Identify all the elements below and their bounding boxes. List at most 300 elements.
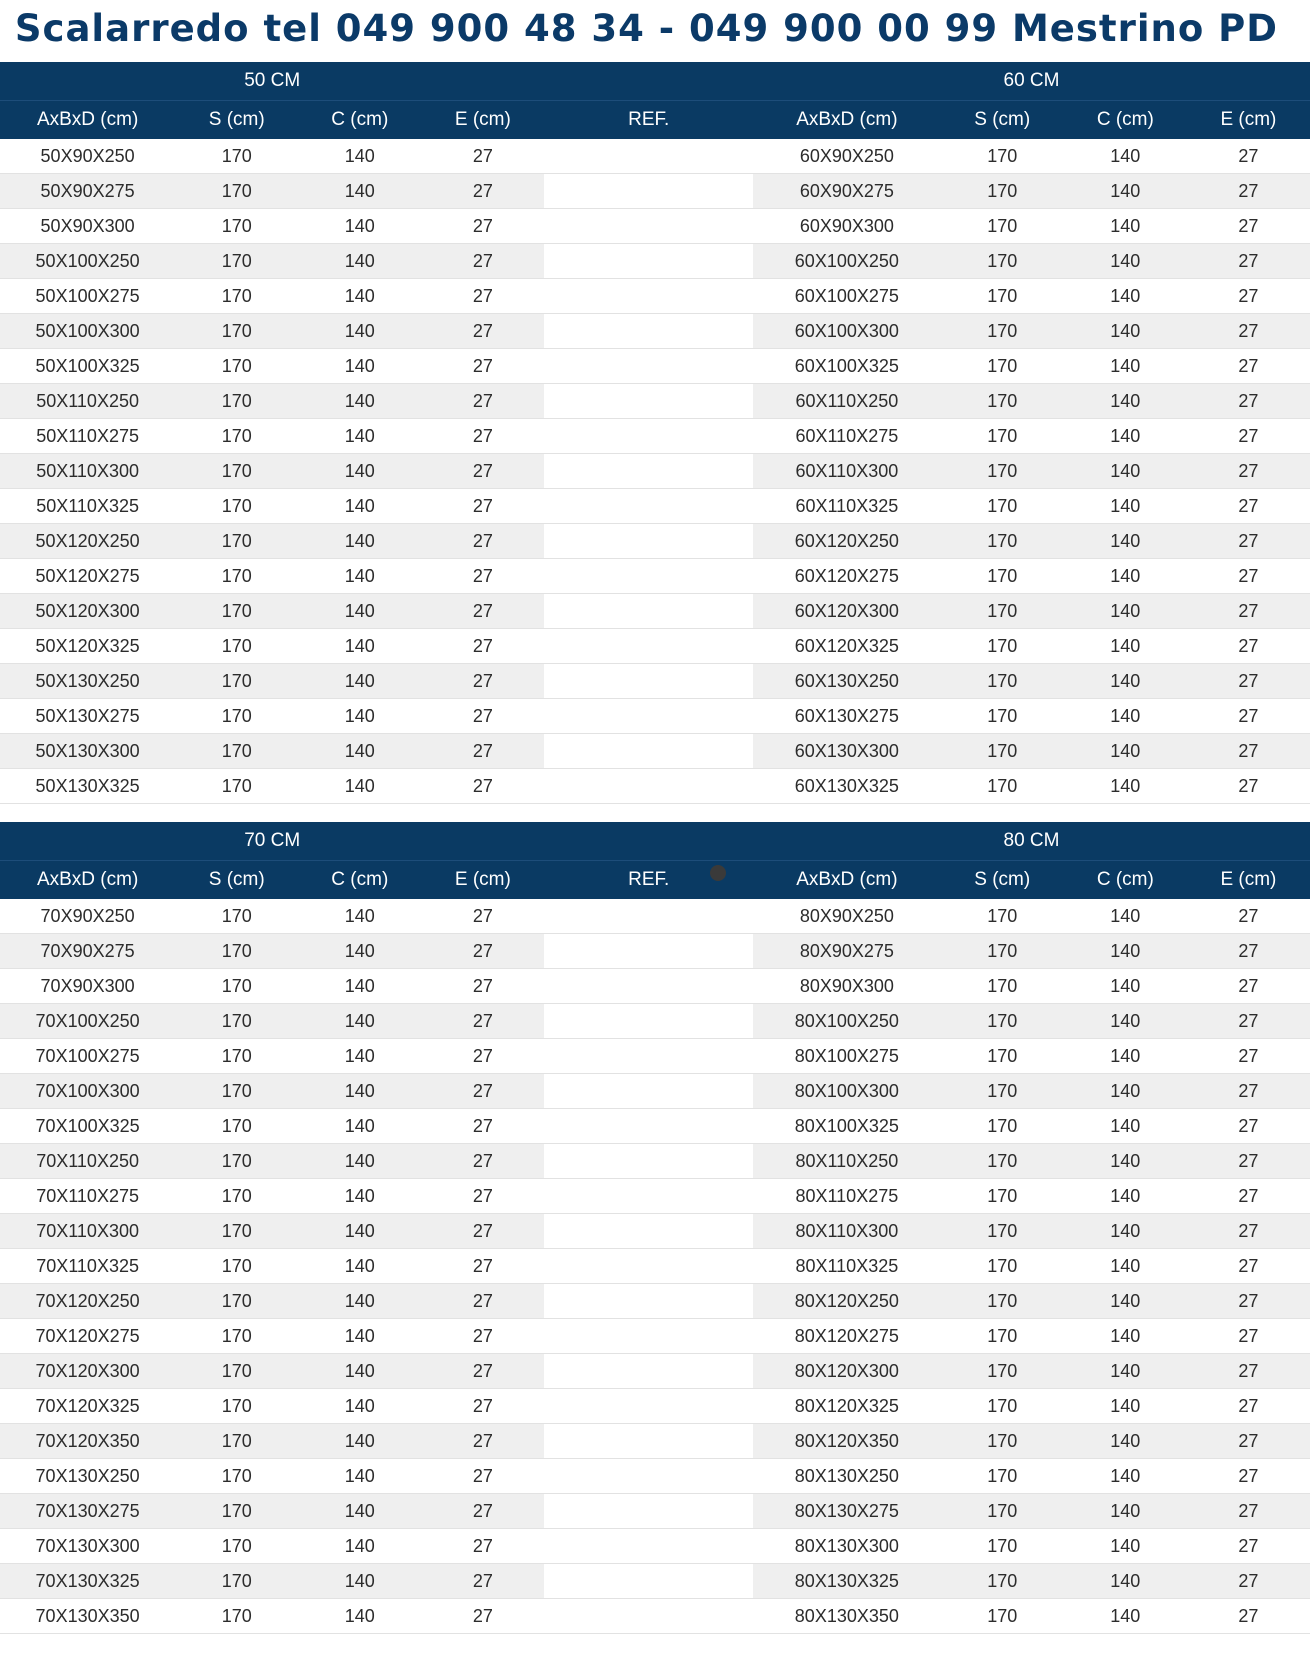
group-header-60: 60 CM — [753, 62, 1310, 101]
cell-e: 27 — [1187, 489, 1310, 524]
table-row — [0, 1074, 1310, 1109]
cell-ref — [544, 1039, 753, 1074]
col-header-s: S (cm) — [941, 101, 1064, 140]
cell-c: 140 — [1064, 594, 1187, 629]
table-row — [0, 1004, 1310, 1039]
cell-dimensions: 70X120X250 — [0, 1284, 175, 1319]
cell-dimensions: 50X100X325 — [0, 349, 175, 384]
col-header-s: S (cm) — [175, 861, 298, 900]
cell-c: 140 — [298, 139, 421, 174]
table-row — [0, 559, 1310, 594]
cell-dimensions: 60X120X300 — [753, 594, 941, 629]
cell-s: 170 — [175, 244, 298, 279]
cell-e: 27 — [1187, 899, 1310, 934]
size-table-50-60 — [0, 62, 1310, 804]
cell-e: 27 — [1187, 934, 1310, 969]
cell-c: 140 — [298, 524, 421, 559]
cell-c: 140 — [1064, 1319, 1187, 1354]
table-row — [0, 1424, 1310, 1459]
cell-c: 140 — [1064, 899, 1187, 934]
cell-s: 170 — [175, 209, 298, 244]
cell-c: 140 — [298, 1459, 421, 1494]
cell-s: 170 — [175, 1214, 298, 1249]
cell-dimensions: 80X120X300 — [753, 1354, 941, 1389]
group-header-80: 80 CM — [753, 822, 1310, 861]
cell-s: 170 — [941, 1074, 1064, 1109]
cell-s: 170 — [941, 769, 1064, 804]
cell-s: 170 — [941, 419, 1064, 454]
cell-s: 170 — [175, 279, 298, 314]
cell-dimensions: 80X90X250 — [753, 899, 941, 934]
cell-s: 170 — [175, 899, 298, 934]
table-row — [0, 384, 1310, 419]
cell-s: 170 — [175, 1109, 298, 1144]
cell-dimensions: 50X130X275 — [0, 699, 175, 734]
cell-e: 27 — [1187, 1109, 1310, 1144]
cell-e: 27 — [1187, 279, 1310, 314]
col-header-dimensions: AxBxD (cm) — [753, 101, 941, 140]
table-row — [0, 174, 1310, 209]
cell-s: 170 — [941, 934, 1064, 969]
cell-c: 140 — [298, 419, 421, 454]
cell-c: 140 — [1064, 969, 1187, 1004]
cell-c: 140 — [1064, 1459, 1187, 1494]
cell-c: 140 — [1064, 209, 1187, 244]
cell-c: 140 — [1064, 769, 1187, 804]
cell-ref — [544, 734, 753, 769]
cell-e: 27 — [421, 314, 544, 349]
cell-c: 140 — [1064, 1249, 1187, 1284]
cell-c: 140 — [1064, 1039, 1187, 1074]
table-row — [0, 1249, 1310, 1284]
cell-ref — [544, 899, 753, 934]
cell-c: 140 — [1064, 699, 1187, 734]
cell-dimensions: 60X110X300 — [753, 454, 941, 489]
cell-dimensions: 70X110X275 — [0, 1179, 175, 1214]
cell-ref — [544, 1389, 753, 1424]
cell-dimensions: 60X120X275 — [753, 559, 941, 594]
table-row — [0, 419, 1310, 454]
cell-e: 27 — [1187, 349, 1310, 384]
cell-ref — [544, 1319, 753, 1354]
cell-c: 140 — [298, 934, 421, 969]
cell-e: 27 — [1187, 1354, 1310, 1389]
cell-e: 27 — [421, 1424, 544, 1459]
cell-dimensions: 80X130X250 — [753, 1459, 941, 1494]
cell-e: 27 — [421, 1179, 544, 1214]
cell-e: 27 — [421, 279, 544, 314]
cell-c: 140 — [298, 1564, 421, 1599]
cell-dimensions: 80X120X350 — [753, 1424, 941, 1459]
cell-e: 27 — [421, 1599, 544, 1634]
cell-dimensions: 50X100X300 — [0, 314, 175, 349]
cell-dimensions: 70X100X275 — [0, 1039, 175, 1074]
cell-c: 140 — [1064, 1599, 1187, 1634]
cell-e: 27 — [421, 174, 544, 209]
col-header-c: C (cm) — [298, 101, 421, 140]
table-row — [0, 629, 1310, 664]
cell-dimensions: 80X130X275 — [753, 1494, 941, 1529]
cell-e: 27 — [1187, 1389, 1310, 1424]
cell-e: 27 — [1187, 969, 1310, 1004]
cell-e: 27 — [421, 1564, 544, 1599]
cell-dimensions: 50X110X325 — [0, 489, 175, 524]
cell-s: 170 — [941, 384, 1064, 419]
cell-e: 27 — [421, 384, 544, 419]
cell-s: 170 — [941, 349, 1064, 384]
cell-dimensions: 50X100X275 — [0, 279, 175, 314]
cell-ref — [544, 664, 753, 699]
cell-dimensions: 70X130X275 — [0, 1494, 175, 1529]
table-row — [0, 1599, 1310, 1634]
cell-s: 170 — [175, 699, 298, 734]
table-row — [0, 594, 1310, 629]
cell-e: 27 — [1187, 629, 1310, 664]
cell-s: 170 — [175, 454, 298, 489]
cell-dimensions: 60X120X250 — [753, 524, 941, 559]
cell-ref — [544, 139, 753, 174]
cell-c: 140 — [298, 1144, 421, 1179]
cell-s: 170 — [175, 1074, 298, 1109]
cell-dimensions: 50X120X275 — [0, 559, 175, 594]
cell-dimensions: 80X110X300 — [753, 1214, 941, 1249]
cell-s: 170 — [941, 559, 1064, 594]
cell-ref — [544, 1564, 753, 1599]
cell-c: 140 — [1064, 1424, 1187, 1459]
cell-s: 170 — [941, 279, 1064, 314]
cell-e: 27 — [421, 699, 544, 734]
cell-c: 140 — [298, 699, 421, 734]
cell-dimensions: 50X110X250 — [0, 384, 175, 419]
cell-dimensions: 60X130X325 — [753, 769, 941, 804]
cell-ref — [544, 1284, 753, 1319]
cell-ref — [544, 1459, 753, 1494]
cell-ref — [544, 1424, 753, 1459]
col-header-e: E (cm) — [421, 861, 544, 900]
cell-c: 140 — [1064, 174, 1187, 209]
table-row — [0, 279, 1310, 314]
cell-s: 170 — [941, 734, 1064, 769]
cell-dimensions: 50X90X275 — [0, 174, 175, 209]
cell-s: 170 — [175, 734, 298, 769]
cell-e: 27 — [421, 349, 544, 384]
cell-ref — [544, 594, 753, 629]
cell-ref — [544, 1249, 753, 1284]
col-header-e: E (cm) — [1187, 101, 1310, 140]
cell-dimensions: 70X100X250 — [0, 1004, 175, 1039]
table-row — [0, 454, 1310, 489]
cell-e: 27 — [1187, 314, 1310, 349]
cell-c: 140 — [298, 1599, 421, 1634]
cell-dimensions: 70X110X250 — [0, 1144, 175, 1179]
cell-dimensions: 80X90X275 — [753, 934, 941, 969]
cell-e: 27 — [1187, 209, 1310, 244]
cell-dimensions: 60X130X300 — [753, 734, 941, 769]
cell-c: 140 — [298, 384, 421, 419]
cell-e: 27 — [421, 1249, 544, 1284]
cell-c: 140 — [1064, 1389, 1187, 1424]
cell-s: 170 — [941, 1179, 1064, 1214]
cell-s: 170 — [175, 1144, 298, 1179]
cell-s: 170 — [941, 1389, 1064, 1424]
cell-s: 170 — [941, 1004, 1064, 1039]
cell-ref — [544, 1004, 753, 1039]
cell-dimensions: 80X100X250 — [753, 1004, 941, 1039]
cell-c: 140 — [1064, 1284, 1187, 1319]
cell-s: 170 — [941, 209, 1064, 244]
table-row — [0, 1109, 1310, 1144]
cell-s: 170 — [941, 1529, 1064, 1564]
cell-s: 170 — [941, 1494, 1064, 1529]
cell-s: 170 — [941, 314, 1064, 349]
cell-c: 140 — [298, 1179, 421, 1214]
cell-dimensions: 60X120X325 — [753, 629, 941, 664]
cell-e: 27 — [1187, 769, 1310, 804]
cell-s: 170 — [175, 1319, 298, 1354]
cell-c: 140 — [1064, 1004, 1187, 1039]
cell-ref — [544, 1109, 753, 1144]
cell-s: 170 — [941, 524, 1064, 559]
cell-s: 170 — [941, 899, 1064, 934]
cell-dimensions: 60X90X300 — [753, 209, 941, 244]
cell-c: 140 — [1064, 1354, 1187, 1389]
cell-c: 140 — [298, 734, 421, 769]
cell-s: 170 — [175, 559, 298, 594]
cell-dimensions: 70X130X250 — [0, 1459, 175, 1494]
cell-e: 27 — [1187, 1039, 1310, 1074]
cell-dimensions: 60X100X275 — [753, 279, 941, 314]
cell-e: 27 — [1187, 734, 1310, 769]
cell-dimensions: 60X110X275 — [753, 419, 941, 454]
cell-ref — [544, 1144, 753, 1179]
cell-c: 140 — [1064, 1494, 1187, 1529]
cell-ref — [544, 1529, 753, 1564]
cell-s: 170 — [175, 629, 298, 664]
cell-s: 170 — [175, 1179, 298, 1214]
cell-ref — [544, 559, 753, 594]
cell-dimensions: 80X120X275 — [753, 1319, 941, 1354]
cell-dimensions: 70X90X275 — [0, 934, 175, 969]
cell-c: 140 — [1064, 1074, 1187, 1109]
cell-c: 140 — [298, 1319, 421, 1354]
table-row — [0, 934, 1310, 969]
cell-c: 140 — [1064, 419, 1187, 454]
cell-ref — [544, 969, 753, 1004]
cell-dimensions: 80X130X300 — [753, 1529, 941, 1564]
cell-s: 170 — [175, 1599, 298, 1634]
cell-dimensions: 80X110X250 — [753, 1144, 941, 1179]
cell-s: 170 — [941, 699, 1064, 734]
col-header-ref: REF. — [544, 861, 753, 900]
table-row — [0, 349, 1310, 384]
cell-c: 140 — [298, 1389, 421, 1424]
cell-c: 140 — [1064, 244, 1187, 279]
col-header-e: E (cm) — [1187, 861, 1310, 900]
cell-dimensions: 70X130X300 — [0, 1529, 175, 1564]
page-title: Scalarredo tel 049 900 48 34 - 049 900 00 99 Mestrino PD — [14, 7, 1278, 50]
cell-c: 140 — [298, 1249, 421, 1284]
cell-ref — [544, 699, 753, 734]
cell-e: 27 — [421, 969, 544, 1004]
cell-e: 27 — [421, 734, 544, 769]
cell-s: 170 — [941, 1284, 1064, 1319]
cell-e: 27 — [421, 1109, 544, 1144]
cell-s: 170 — [175, 1459, 298, 1494]
cell-e: 27 — [1187, 454, 1310, 489]
cell-c: 140 — [298, 244, 421, 279]
cell-e: 27 — [421, 524, 544, 559]
cell-ref — [544, 629, 753, 664]
cell-s: 170 — [175, 1529, 298, 1564]
group-header-spacer — [544, 62, 753, 101]
col-header-e: E (cm) — [421, 101, 544, 140]
cell-s: 170 — [941, 139, 1064, 174]
cell-dimensions: 70X120X275 — [0, 1319, 175, 1354]
cell-c: 140 — [1064, 1144, 1187, 1179]
cell-c: 140 — [298, 1074, 421, 1109]
cell-e: 27 — [1187, 1004, 1310, 1039]
cell-ref — [544, 209, 753, 244]
cell-ref — [544, 1074, 753, 1109]
cell-s: 170 — [175, 664, 298, 699]
cell-s: 170 — [175, 419, 298, 454]
cell-dimensions: 60X130X275 — [753, 699, 941, 734]
cell-dimensions: 70X120X300 — [0, 1354, 175, 1389]
cell-dimensions: 70X100X325 — [0, 1109, 175, 1144]
cell-c: 140 — [298, 349, 421, 384]
cell-s: 170 — [175, 1389, 298, 1424]
table-row — [0, 1494, 1310, 1529]
cell-s: 170 — [941, 1039, 1064, 1074]
cell-c: 140 — [1064, 349, 1187, 384]
cell-dimensions: 50X90X250 — [0, 139, 175, 174]
cell-e: 27 — [421, 1004, 544, 1039]
cell-e: 27 — [421, 664, 544, 699]
cell-s: 170 — [175, 1494, 298, 1529]
table-row — [0, 1144, 1310, 1179]
cell-s: 170 — [175, 384, 298, 419]
cell-s: 170 — [941, 594, 1064, 629]
cell-s: 170 — [941, 174, 1064, 209]
cell-dimensions: 80X90X300 — [753, 969, 941, 1004]
cell-dimensions: 60X90X250 — [753, 139, 941, 174]
cell-e: 27 — [1187, 699, 1310, 734]
cell-c: 140 — [1064, 664, 1187, 699]
table-row — [0, 734, 1310, 769]
cell-s: 170 — [941, 664, 1064, 699]
cell-e: 27 — [421, 419, 544, 454]
cell-dimensions: 80X100X325 — [753, 1109, 941, 1144]
cell-dimensions: 80X130X325 — [753, 1564, 941, 1599]
cell-dimensions: 50X130X300 — [0, 734, 175, 769]
col-header-dimensions: AxBxD (cm) — [753, 861, 941, 900]
cell-s: 170 — [175, 349, 298, 384]
cell-c: 140 — [1064, 384, 1187, 419]
cell-e: 27 — [1187, 594, 1310, 629]
table-row — [0, 1389, 1310, 1424]
cell-ref — [544, 1214, 753, 1249]
cell-s: 170 — [175, 1004, 298, 1039]
cell-s: 170 — [941, 1354, 1064, 1389]
cell-e: 27 — [1187, 1529, 1310, 1564]
cell-dimensions: 70X110X300 — [0, 1214, 175, 1249]
cell-dimensions: 70X120X325 — [0, 1389, 175, 1424]
cell-c: 140 — [298, 1004, 421, 1039]
cell-c: 140 — [1064, 524, 1187, 559]
cell-e: 27 — [1187, 1459, 1310, 1494]
table-row — [0, 489, 1310, 524]
cell-e: 27 — [421, 899, 544, 934]
cell-e: 27 — [1187, 244, 1310, 279]
cell-e: 27 — [421, 1319, 544, 1354]
col-header-s: S (cm) — [941, 861, 1064, 900]
cell-s: 170 — [941, 1459, 1064, 1494]
cell-dimensions: 50X110X300 — [0, 454, 175, 489]
cell-c: 140 — [298, 1424, 421, 1459]
cell-c: 140 — [1064, 489, 1187, 524]
cell-e: 27 — [421, 1284, 544, 1319]
cell-s: 170 — [941, 489, 1064, 524]
cell-e: 27 — [1187, 1074, 1310, 1109]
cell-c: 140 — [1064, 1179, 1187, 1214]
cell-c: 140 — [298, 1109, 421, 1144]
cell-c: 140 — [298, 1039, 421, 1074]
cell-c: 140 — [1064, 559, 1187, 594]
cell-dimensions: 60X100X250 — [753, 244, 941, 279]
cell-s: 170 — [175, 1564, 298, 1599]
cell-dimensions: 60X110X325 — [753, 489, 941, 524]
cell-dimensions: 70X90X300 — [0, 969, 175, 1004]
col-header-c: C (cm) — [1064, 861, 1187, 900]
cell-c: 140 — [1064, 1564, 1187, 1599]
table-row — [0, 1354, 1310, 1389]
cell-c: 140 — [1064, 139, 1187, 174]
cell-c: 140 — [298, 209, 421, 244]
cell-e: 27 — [1187, 524, 1310, 559]
cell-s: 170 — [175, 139, 298, 174]
cell-dimensions: 60X100X325 — [753, 349, 941, 384]
cell-dimensions: 80X130X350 — [753, 1599, 941, 1634]
cell-dimensions: 70X110X325 — [0, 1249, 175, 1284]
cell-e: 27 — [421, 594, 544, 629]
cell-c: 140 — [298, 664, 421, 699]
cell-s: 170 — [175, 524, 298, 559]
cell-ref — [544, 489, 753, 524]
table-row — [0, 1214, 1310, 1249]
cell-ref — [544, 769, 753, 804]
table-row — [0, 1179, 1310, 1214]
cell-s: 170 — [175, 594, 298, 629]
cell-s: 170 — [941, 1424, 1064, 1459]
cell-e: 27 — [421, 139, 544, 174]
cell-s: 170 — [175, 1424, 298, 1459]
cell-e: 27 — [1187, 139, 1310, 174]
table-body-bottom — [0, 899, 1310, 1634]
cell-c: 140 — [1064, 629, 1187, 664]
col-header-dimensions: AxBxD (cm) — [0, 861, 175, 900]
cell-s: 170 — [941, 1249, 1064, 1284]
cell-ref — [544, 1179, 753, 1214]
cell-e: 27 — [1187, 1284, 1310, 1319]
cell-ref — [544, 174, 753, 209]
cell-c: 140 — [298, 629, 421, 664]
cell-c: 140 — [298, 489, 421, 524]
col-header-s: S (cm) — [175, 101, 298, 140]
table-row — [0, 664, 1310, 699]
cell-e: 27 — [1187, 1179, 1310, 1214]
cell-dimensions: 80X110X275 — [753, 1179, 941, 1214]
cell-dimensions: 50X120X250 — [0, 524, 175, 559]
